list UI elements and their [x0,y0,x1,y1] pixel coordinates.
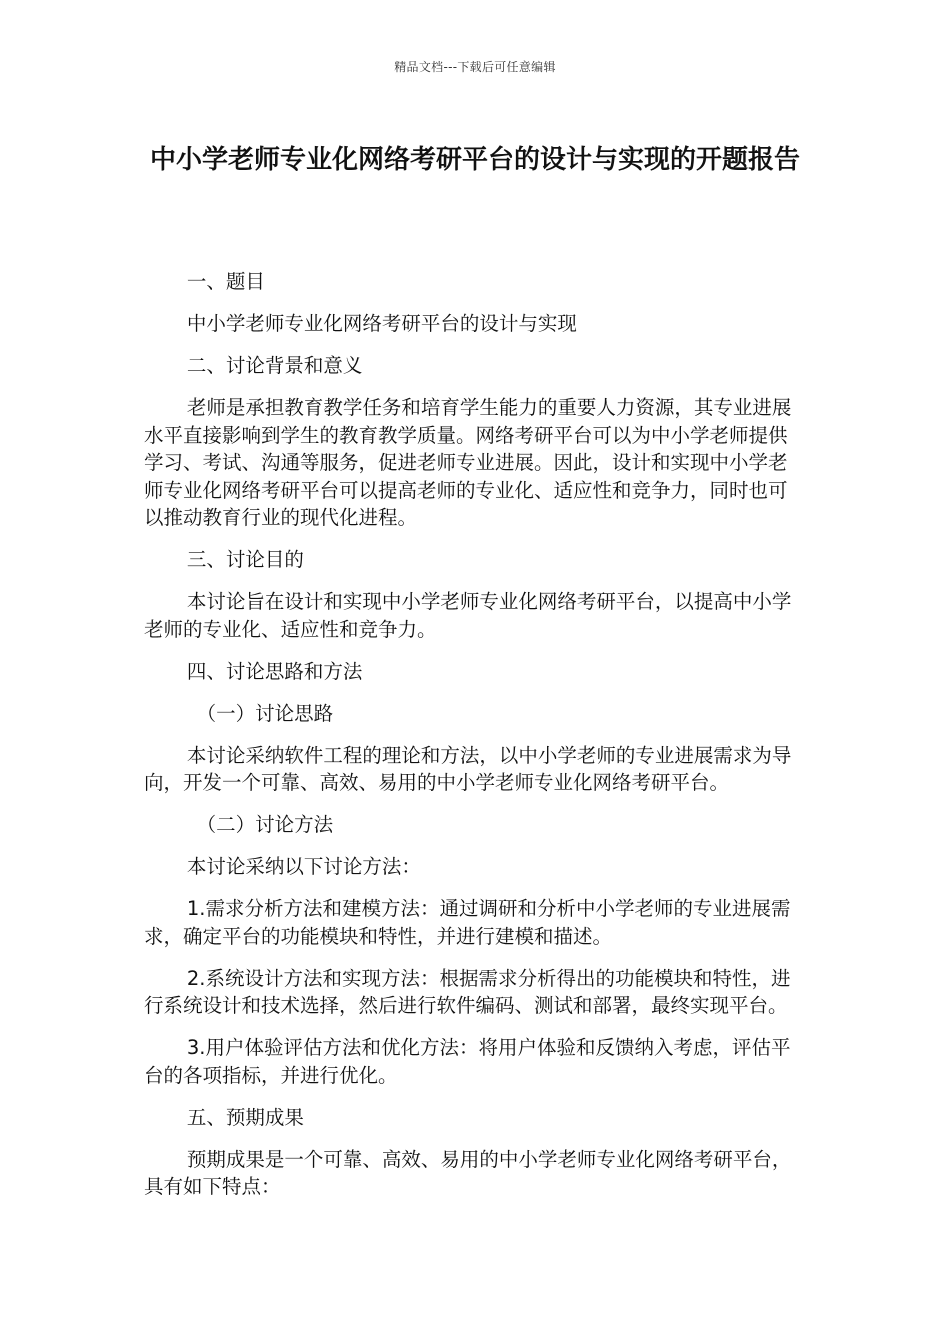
section-heading-topic: 一、题目 [186,270,265,293]
subheading-approach-methods: （二）讨论方法 [196,813,334,836]
method-item: 3.用户体验评估方法和优化方法：将用户体验和反馈纳入考虑，评估平台的各项指标，并进行优化。 [144,1036,791,1087]
method-item: 2.系统设计方法和实现方法：根据需求分析得出的功能模块和特性，进行系统设计和技术选择，然后进行软件编码、测试和部署，最终实现平台。 [144,966,791,1017]
document-body [144,268,794,1215]
topic-text: 中小学老师专业化网络考研平台的设计与实现 [186,312,577,335]
purpose-paragraph: 本讨论旨在设计和实现中小学老师专业化网络考研平台，以提高中小学老师的专业化、适应性和竞争力。 [144,590,792,641]
document-title: 中小学老师专业化网络考研平台的设计与实现的开题报告 [149,145,800,175]
section-heading-background: 二、讨论背景和意义 [186,354,363,377]
section-heading-approach: 四、讨论思路和方法 [186,659,363,683]
background-paragraph: 老师是承担教育教学任务和培育学生能力的重要人力资源，其专业进展水平直接影响到学生的教育教学质量。网络考研平台可以为中小学老师提供学习、考试、沟通等服务，促进老师专业进展。因此，设计和实现中小学老师专业化网络考研平台可以提高老师的专业化、适应性和竞争力，同时也可以推动教育行业的现代化进程。 [144,396,792,529]
method-item: 1.需求分析方法和建模方法：通过调研和分析中小学老师的专业进展需求，确定平台的功能模块和特性，并进行建模和描述。 [144,897,791,948]
expected-results-paragraph: 预期成果是一个可靠、高效、易用的中小学老师专业化网络考研平台，具有如下特点： [144,1147,792,1198]
approach-idea-paragraph: 本讨论采纳软件工程的理论和方法，以中小学老师的专业进展需求为导向，开发一个可靠、高效、易用的中小学老师专业化网络考研平台。 [144,743,792,794]
methods-intro: 本讨论采纳以下讨论方法： [186,855,421,878]
section-heading-purpose: 三、讨论目的 [186,548,304,571]
header-note: 精品文档---下载后可任意编辑 [394,60,556,74]
section-heading-expected-results: 五、预期成果 [186,1105,304,1129]
subheading-approach-idea: （一）讨论思路 [196,701,334,725]
